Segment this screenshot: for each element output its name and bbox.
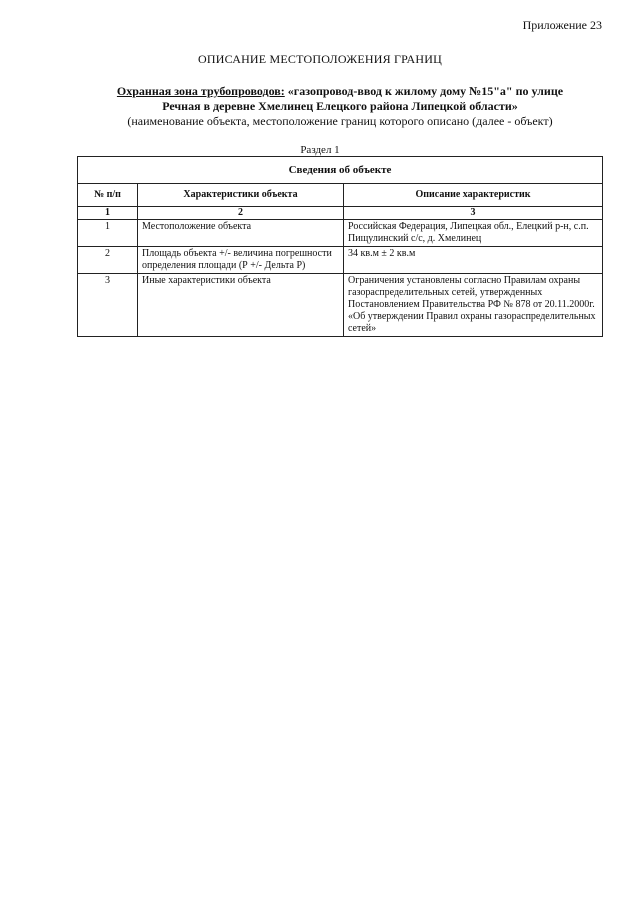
header-description: Описание характеристик (344, 184, 603, 207)
row-num: 2 (78, 247, 138, 274)
table-row (78, 220, 603, 247)
object-line-3: (наименование объекта, местоположение границ которого описано (далее - объект) (127, 114, 553, 128)
table-header-row (78, 184, 603, 207)
table-row (78, 247, 603, 274)
row-num: 1 (78, 220, 138, 247)
row-characteristic: Иные характеристики объекта (138, 274, 344, 337)
header-characteristic: Характеристики объекта (138, 184, 344, 207)
row-description: 34 кв.м ± 2 кв.м (344, 247, 603, 274)
row-description: Ограничения установлены согласно Правилам охраны газораспределительных сетей, утвержденных Постановлением Правительства РФ № 878 от 20.11.2000г. «Об утверждении Правил охраны газораспределительных сетей» (344, 274, 603, 337)
row-characteristic: Площадь объекта +/- величина погрешности определения площади (Р +/- Дельта Р) (138, 247, 344, 274)
appendix-label: Приложение 23 (522, 18, 602, 32)
column-number: 2 (138, 207, 344, 220)
section-label: Раздел 1 (300, 144, 340, 156)
object-info-table (77, 156, 603, 337)
column-number: 1 (78, 207, 138, 220)
object-description (60, 84, 620, 129)
row-num: 3 (78, 274, 138, 337)
row-characteristic: Местоположение объекта (138, 220, 344, 247)
row-description: Российская Федерация, Липецкая обл., Елецкий р-н, с.п. Пищулинский с/с, д. Хмелинец (344, 220, 603, 247)
object-line-1 (60, 84, 620, 99)
object-name-part-1: «газопровод-ввод к жилому дому №15"а" по улице (284, 84, 564, 98)
table-column-numbers-row (78, 207, 603, 220)
table-row (78, 274, 603, 337)
column-number: 3 (344, 207, 603, 220)
header-num: № п/п (78, 184, 138, 207)
object-type: Охранная зона трубопроводов: (116, 84, 285, 98)
object-line-2: Речная в деревне Хмелинец Елецкого района Липецкой области» (162, 99, 518, 113)
table-caption: Сведения об объекте (78, 157, 603, 184)
table-caption-row (78, 157, 603, 184)
document-title: ОПИСАНИЕ МЕСТОПОЛОЖЕНИЯ ГРАНИЦ (198, 52, 442, 66)
